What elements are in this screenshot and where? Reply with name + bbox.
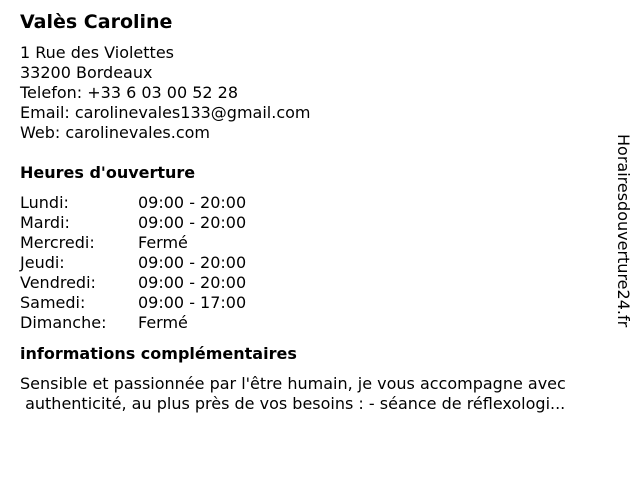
day-label: Jeudi: (20, 253, 65, 272)
time-value: 09:00 - 20:00 (138, 273, 247, 292)
business-name: Valès Caroline (20, 11, 173, 33)
day-label: Lundi: (20, 193, 69, 212)
time-value: Fermé (138, 313, 188, 332)
day-label: Mercredi: (20, 233, 95, 252)
time-value: 09:00 - 20:00 (138, 213, 247, 232)
hours-row-thursday (20, 253, 610, 273)
hours-row-friday (20, 273, 610, 293)
info-line: authenticité, au plus près de vos besoins : - séance de réflexologi... (20, 394, 566, 413)
site-watermark: Horairesdouverture24.fr (614, 134, 633, 328)
info-line: Sensible et passionnée par l'être humain, je vous accompagne avec (20, 374, 566, 393)
email-line: Email: carolinevales133@gmail.com (20, 103, 311, 122)
day-label: Dimanche: (20, 313, 107, 332)
city-postal: 33200 Bordeaux (20, 63, 153, 82)
additional-info-title: informations complémentaires (20, 344, 297, 363)
contact-block (20, 43, 610, 143)
time-value: Fermé (138, 233, 188, 252)
business-card (20, 10, 610, 414)
opening-hours-title: Heures d'ouverture (20, 163, 196, 182)
hours-row-sunday (20, 313, 610, 333)
day-label: Vendredi: (20, 273, 96, 292)
hours-row-wednesday (20, 233, 610, 253)
phone-line: Telefon: +33 6 03 00 52 28 (20, 83, 239, 102)
time-value: 09:00 - 20:00 (138, 193, 247, 212)
day-label: Samedi: (20, 293, 86, 312)
hours-row-tuesday (20, 213, 610, 233)
time-value: 09:00 - 17:00 (138, 293, 247, 312)
day-label: Mardi: (20, 213, 70, 232)
time-value: 09:00 - 20:00 (138, 253, 247, 272)
hours-row-monday (20, 193, 610, 213)
hours-row-saturday (20, 293, 610, 313)
website-line: Web: carolinevales.com (20, 123, 211, 142)
additional-info-text (20, 374, 620, 414)
opening-hours-table (20, 193, 610, 333)
street-address: 1 Rue des Violettes (20, 43, 174, 62)
